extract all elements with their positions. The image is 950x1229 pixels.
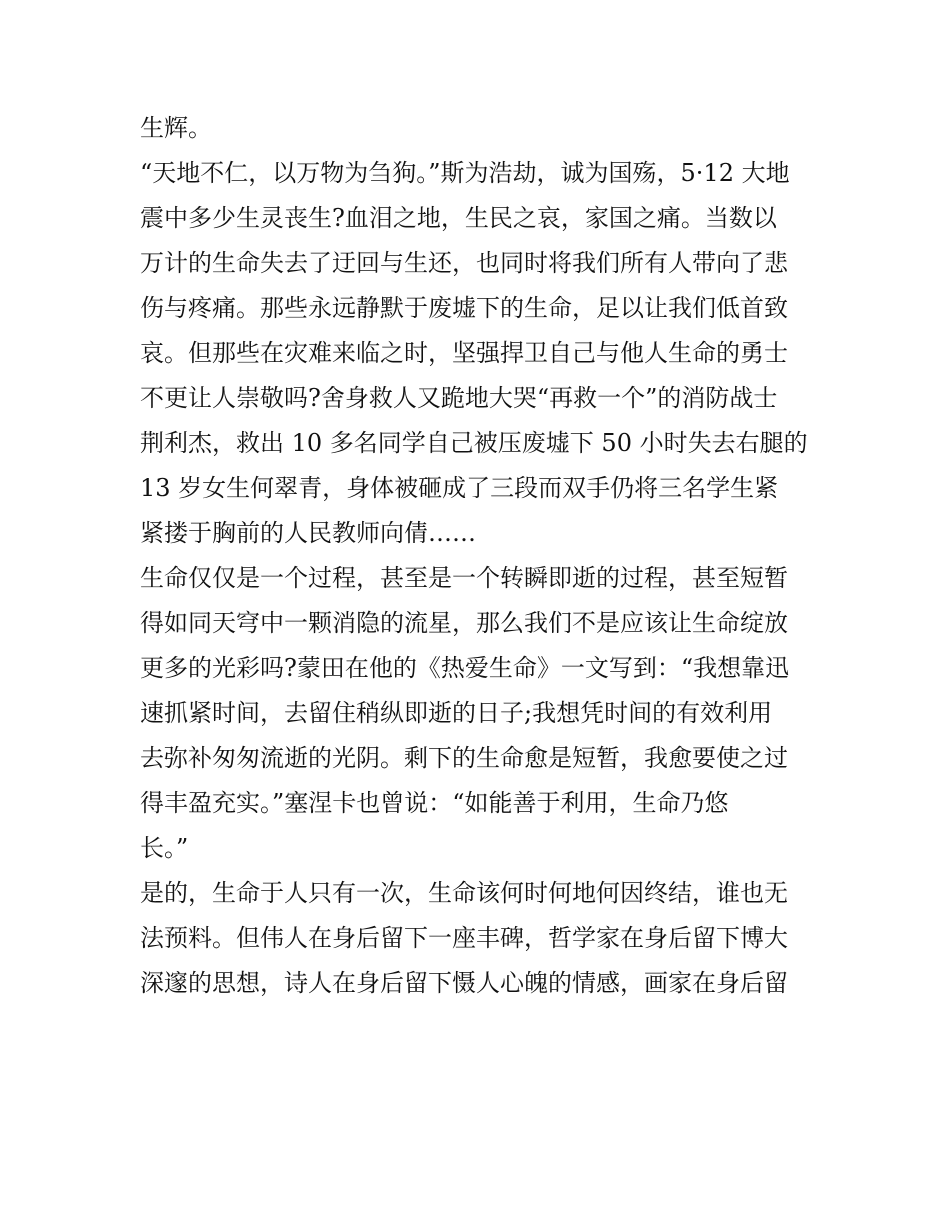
text-line: 深邃的思想，诗人在身后留下慑人心魄的情感，画家在身后留 [140, 969, 788, 997]
text-line: 哀。但那些在灾难来临之时，坚强捍卫自己与他人生命的勇士 [140, 339, 788, 367]
text-line: “天地不仁，以万物为刍狗。”斯为浩劫，诚为国殇，5·12 大地 [140, 159, 790, 187]
text-line: 震中多少生灵丧生?血泪之地，生民之哀，家国之痛。当数以 [140, 204, 777, 232]
body-text [140, 106, 830, 1006]
text-line: 13 岁女生何翠青，身体被砸成了三段而双手仍将三名学生紧 [140, 474, 779, 502]
text-line: 生辉。 [140, 114, 212, 142]
text-line: 荆利杰，救出 10 多名同学自己被压废墟下 50 小时失去右腿的 [140, 429, 808, 457]
text-line: 是的，生命于人只有一次，生命该何时何地何因终结，谁也无 [140, 879, 788, 907]
text-line: 更多的光彩吗?蒙田在他的《热爱生命》一文写到：“我想靠迅 [140, 654, 790, 682]
text-line: 去弥补匆匆流逝的光阴。剩下的生命愈是短暂，我愈要使之过 [140, 744, 788, 772]
text-line: 紧搂于胸前的人民教师向倩…… [140, 519, 476, 547]
text-line: 得如同天穹中一颗消隐的流星，那么我们不是应该让生命绽放 [140, 609, 788, 637]
text-line: 万计的生命失去了迂回与生还，也同时将我们所有人带向了悲 [140, 249, 788, 277]
text-line: 长。” [140, 834, 189, 862]
text-line: 法预料。但伟人在身后留下一座丰碑，哲学家在身后留下博大 [140, 924, 788, 952]
text-line: 不更让人崇敬吗?舍身救人又跪地大哭“再救一个”的消防战士 [140, 384, 778, 412]
text-line: 生命仅仅是一个过程，甚至是一个转瞬即逝的过程，甚至短暂 [140, 564, 788, 592]
text-line: 伤与疼痛。那些永远静默于废墟下的生命，足以让我们低首致 [140, 294, 788, 322]
text-line: 得丰盈充实。”塞涅卡也曾说：“如能善于利用，生命乃悠 [140, 789, 729, 817]
text-line: 速抓紧时间，去留住稍纵即逝的日子;我想凭时间的有效利用 [140, 699, 773, 727]
